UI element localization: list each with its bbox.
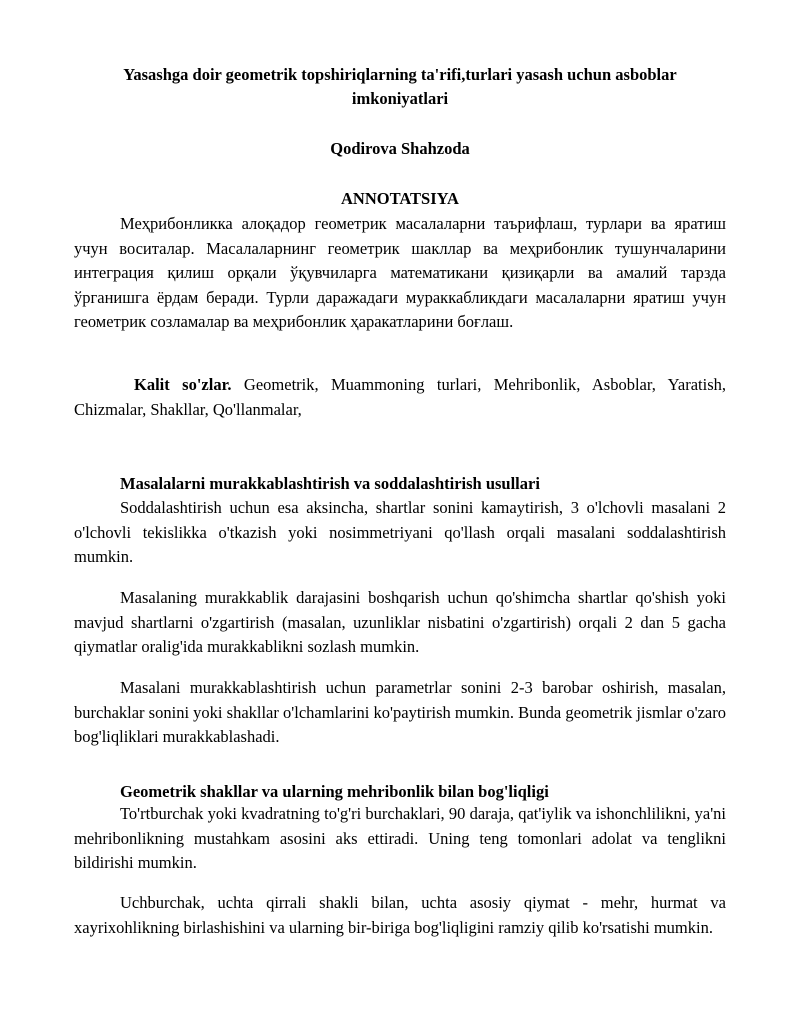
annotation-text: Меҳрибонликка алоқадор геометрик масалаларни таърифлаш, турлари ва яратиш учун воситалар. Масалаларнинг геометрик шакллар ва меҳрибонлик тушунчаларини интеграция қилиш орқали ўқувчиларга математикани қизиқарли ва амалий тарзда ўрганишга ёрдам беради. Турли даражадаги мураккабликдаги масалаларни яратиш учун геометрик созламалар ва меҳрибонлик ҳаракатларини боғлаш.	[74, 214, 726, 331]
paragraph-complexify: Masalani murakkablashtirish uchun parametrlar sonini 2-3 barobar oshirish, masalan, burchaklar sonini yoki shakllar o'lchamlarini ko'paytirish mumkin. Bunda geometrik jismlar o'zaro bog'liqliklari murakkablashadi.	[74, 678, 726, 746]
document-title: Yasashga doir geometrik topshiriqlarning ta'rifi,turlari yasash uchun asboblar imkoniyatlari	[123, 65, 677, 108]
section-heading-methods: Masalalarni murakkablashtirish va soddalashtirish usullari	[120, 474, 540, 493]
annotation-heading: ANNOTATSIYA	[341, 189, 459, 208]
paragraph-complexity-control: Masalaning murakkablik darajasini boshqarish uchun qo'shimcha shartlar qo'shish yoki mavjud shartlarni o'zgartirish (masalan, uzunliklar nisbatini o'zgartirish) orqali 2 dan 5 gacha qiymatlar oralig'ida murakkablikni sozlash mumkin.	[74, 588, 726, 656]
keywords-text: Geometrik, Muammoning turlari, Mehribonlik, Asboblar, Yaratish, Chizmalar, Shakllar, Qo'llanmalar,	[74, 375, 726, 419]
keywords-paragraph	[74, 373, 726, 422]
paragraph-rectangle: To'rtburchak yoki kvadratning to'g'ri burchaklari, 90 daraja, qat'iylik va ishonchlilikni, ya'ni mehribonlikning mustahkam asosini aks ettiradi. Uning teng tomonlari adolat va tenglikni bildirishi mumkin.	[74, 804, 726, 872]
keywords-label: Kalit so'zlar.	[134, 375, 232, 394]
author-name: Qodirova Shahzoda	[330, 139, 470, 158]
paragraph-triangle: Uchburchak, uchta qirrali shakli bilan, uchta asosiy qiymat - mehr, hurmat va xayrixohlikning birlashishini va ularning bir-biriga bog'liqligini ramziy qilib ko'rsatishi mumkin.	[74, 893, 726, 937]
paragraph-simplify: Soddalashtirish uchun esa aksincha, shartlar sonini kamaytirish, 3 o'lchovli masalani 2 o'lchovli tekislikka o'tkazish yoki nosimmetriyani qo'llash orqali masalani soddalashtirish mumkin.	[74, 498, 726, 566]
section-heading-shapes: Geometrik shakllar va ularning mehribonlik bilan bog'liqligi	[120, 782, 549, 801]
